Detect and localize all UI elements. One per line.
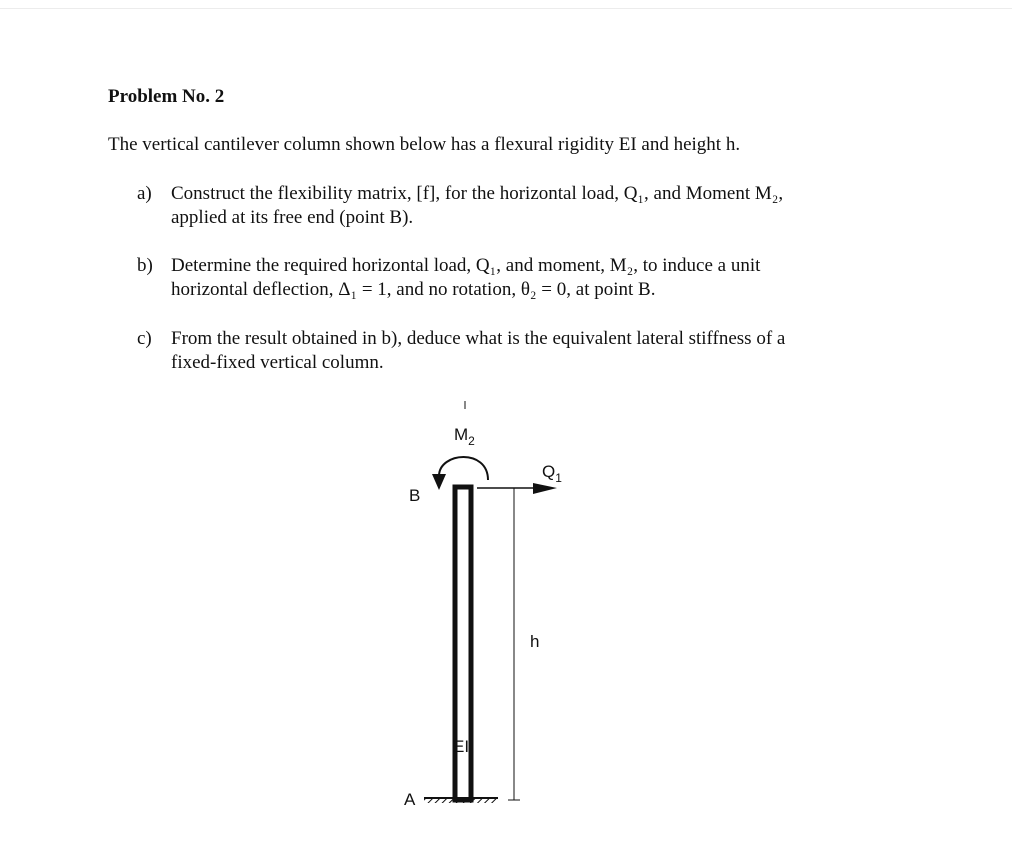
- question-line: Determine the required horizontal load, Q₁, and moment, M₂, to induce a unit: [171, 255, 761, 276]
- moment-arrowhead: [432, 474, 446, 490]
- question-label: c): [137, 328, 152, 349]
- question-label: b): [137, 255, 153, 276]
- point-b-label: B: [409, 486, 421, 505]
- load-label: $Q_1$: [542, 462, 562, 485]
- rigidity-label: EI: [453, 737, 470, 756]
- question-line: Construct the flexibility matrix, [f], for the horizontal load, Q₁, and Moment M₂,: [171, 183, 784, 204]
- problem-intro: The vertical cantilever column shown below has a flexural rigidity EI and height h.: [108, 134, 741, 155]
- question-line: From the result obtained in b), deduce what is the equivalent lateral stiffness of a: [171, 328, 786, 349]
- moment-label: $M_2$: [454, 425, 475, 448]
- question-line: fixed-fixed vertical column.: [171, 352, 384, 373]
- moment-arc: [439, 457, 488, 480]
- question-label: a): [137, 183, 152, 204]
- question-line: horizontal deflection, Δ₁ = 1, and no rotation, θ₂ = 0, at point B.: [171, 279, 656, 300]
- problem-title: Problem No. 2: [108, 86, 225, 107]
- height-label: h: [530, 632, 540, 651]
- question-line: applied at its free end (point B).: [171, 207, 414, 228]
- load-arrowhead: [533, 483, 557, 494]
- point-a-label: A: [404, 790, 416, 809]
